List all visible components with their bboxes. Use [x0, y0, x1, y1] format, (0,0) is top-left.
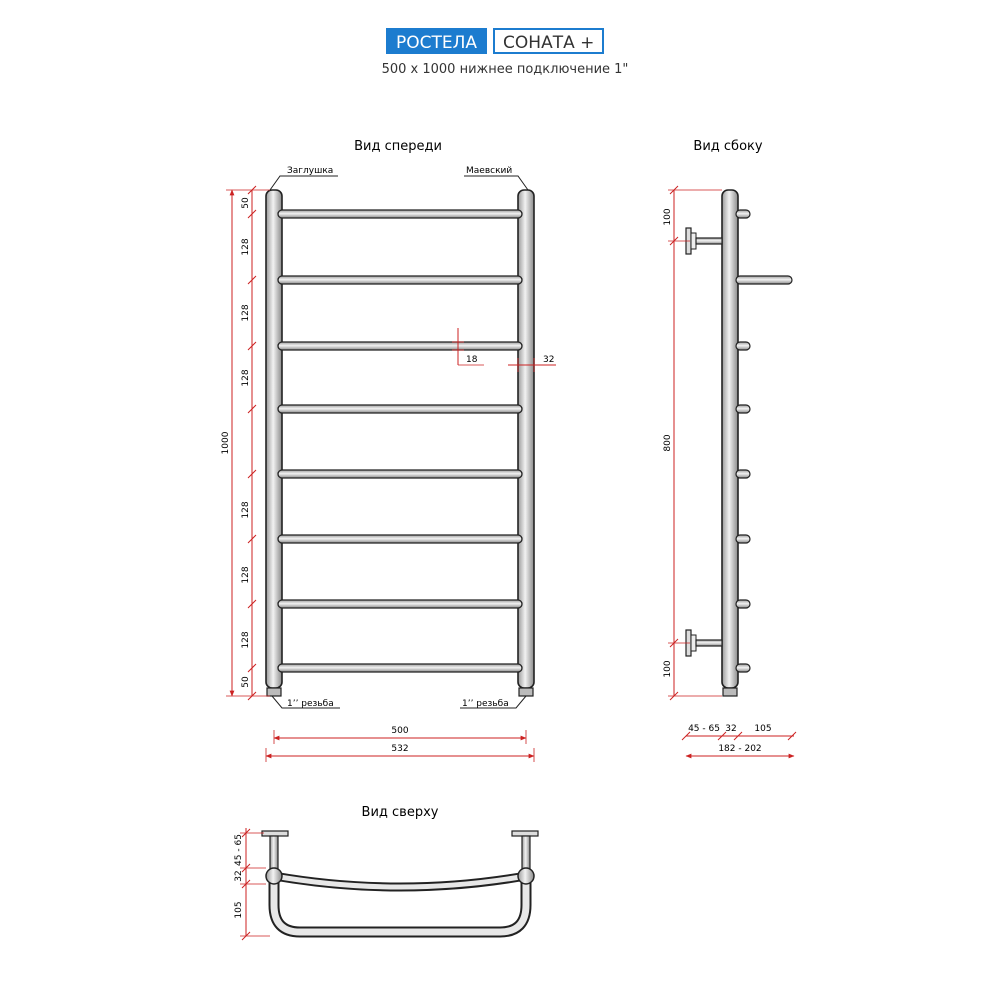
- rung: [278, 600, 522, 608]
- plug-leader: [270, 176, 338, 190]
- rung: [278, 276, 522, 284]
- mayevsky-leader: [464, 176, 528, 190]
- side-dim-pipe-label: 32: [725, 724, 737, 734]
- rung: [278, 664, 522, 672]
- plug-label: Заглушка: [287, 166, 334, 176]
- dim-bar-label: 18: [466, 355, 478, 365]
- thread-right-label: 1’’ резьба: [462, 699, 509, 709]
- top-view: [234, 805, 538, 940]
- side-dim-total-label: 182 - 202: [718, 744, 762, 754]
- dim-spacing-label: 128: [241, 501, 251, 519]
- side-dim-wall-label: 45 - 65: [688, 724, 720, 734]
- top-pipe-right: [518, 868, 534, 884]
- front-view: [221, 139, 556, 762]
- dim-height: [221, 190, 270, 696]
- side-view: [663, 139, 796, 756]
- side-dim-middle-label: 800: [663, 434, 673, 452]
- dim-bottom-label: 50: [241, 676, 251, 688]
- top-flange-left: [262, 831, 288, 836]
- rungs: [278, 210, 522, 672]
- rung: [278, 470, 522, 478]
- dim-height-label: 1000: [221, 431, 231, 455]
- side-dim-depth-label: 105: [754, 724, 772, 734]
- bracket-top: [686, 228, 722, 254]
- side-dim-top-label: 100: [663, 208, 673, 226]
- mayevsky-label: Маевский: [466, 166, 513, 176]
- dim-spacing-label: 128: [241, 238, 251, 256]
- side-dim-horizontal: [682, 724, 796, 756]
- top-flange-right: [512, 831, 538, 836]
- side-dim-vertical: [663, 186, 722, 700]
- dim-pipe-label: 32: [543, 355, 555, 365]
- brand-name: РОСТЕЛА: [386, 28, 487, 54]
- rung: [278, 535, 522, 543]
- dim-top-label: 50: [241, 197, 251, 209]
- top-dim-wall-label: 45 - 65: [234, 834, 244, 866]
- top-dim-vertical: [234, 828, 270, 940]
- dim-spacing-label: 128: [241, 369, 251, 387]
- top-dim-depth-label: 105: [234, 901, 244, 919]
- rung: [278, 342, 522, 350]
- dim-width-inner: [274, 726, 526, 744]
- bracket-bottom: [686, 630, 722, 656]
- left-thread: [267, 688, 281, 696]
- product-subtitle: 500 x 1000 нижнее подключение 1": [381, 62, 629, 77]
- side-thread: [723, 688, 737, 696]
- front-view-title: Вид спереди: [354, 139, 442, 154]
- left-pipe: [266, 190, 282, 688]
- dim-segments: [241, 186, 256, 700]
- right-pipe: [518, 190, 534, 688]
- side-dim-bottom-label: 100: [663, 660, 673, 678]
- rung: [278, 210, 522, 218]
- side-rungs: [736, 210, 792, 672]
- dim-spacing-label: 128: [241, 304, 251, 322]
- top-dim-pipe-label: 32: [234, 870, 244, 882]
- model-name: СОНАТА +: [493, 28, 604, 54]
- rung: [278, 405, 522, 413]
- side-view-title: Вид сбоку: [693, 139, 763, 154]
- dim-width-outer-label: 532: [391, 744, 409, 754]
- side-pipe: [722, 190, 738, 688]
- right-thread: [519, 688, 533, 696]
- top-view-title: Вид сверху: [361, 805, 439, 820]
- dim-width-inner-label: 500: [391, 726, 409, 736]
- top-pipe-left: [266, 868, 282, 884]
- dim-spacing-label: 128: [241, 631, 251, 649]
- dim-width-outer: [266, 744, 534, 762]
- thread-left-label: 1’’ резьба: [287, 699, 334, 709]
- dim-spacing-label: 128: [241, 566, 251, 584]
